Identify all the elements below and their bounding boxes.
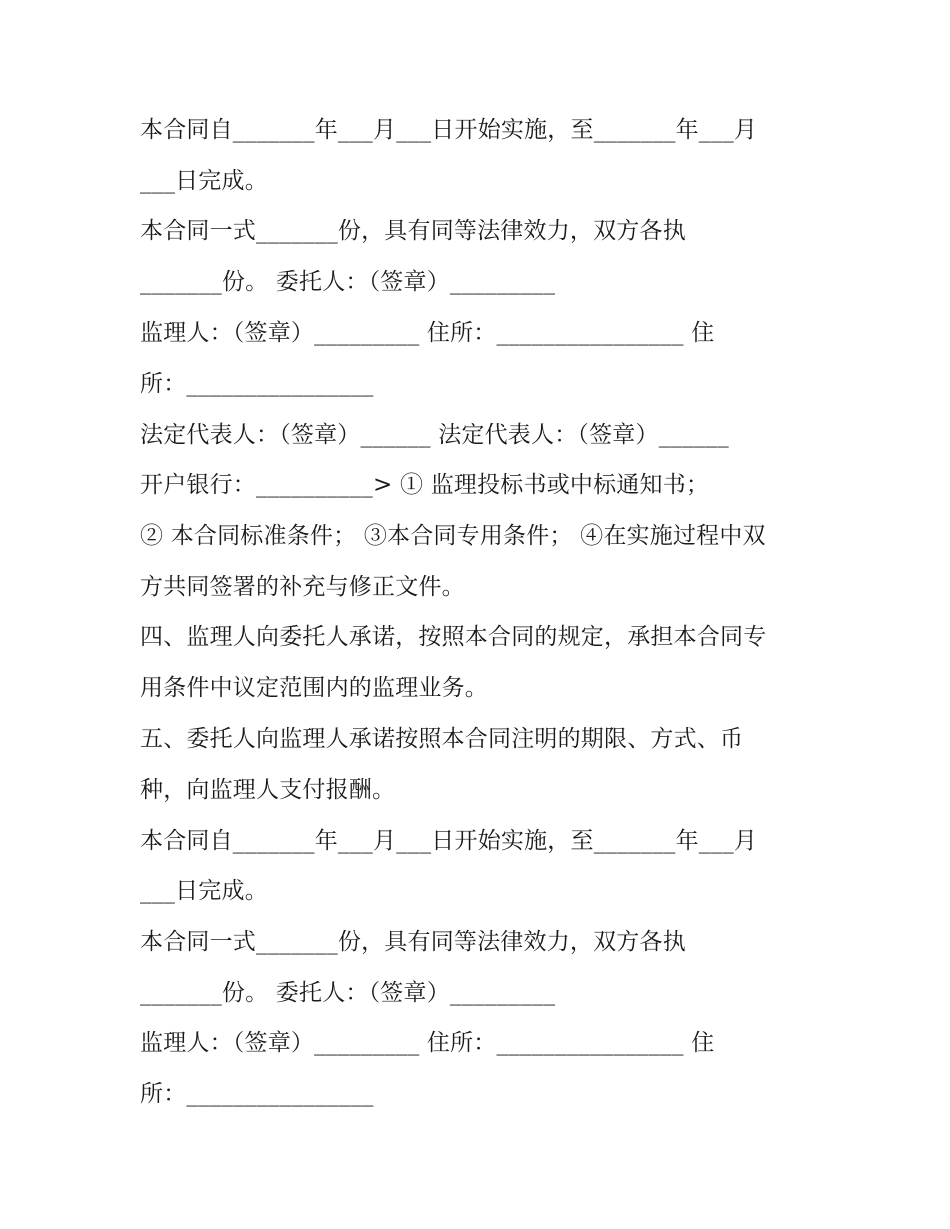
contract-term-line: 本合同自_______年___月___日开始实施，至_______年___月 — [140, 117, 758, 143]
contract-term-line-repeat: 本合同自_______年___月___日开始实施，至_______年___月 — [140, 828, 758, 854]
address-line: 所：________________ — [140, 371, 374, 397]
contract-documents-line-cont: 方共同签署的补充与修正文件。 — [140, 574, 465, 600]
contract-term-line-repeat-cont: ___日完成。 — [140, 878, 268, 904]
legal-representative-line: 法定代表人：（签章）______ 法定代表人：（签章）______ — [140, 422, 729, 448]
clause-five-line: 五、委托人向监理人承诺按照本合同注明的期限、方式、币 — [140, 726, 744, 752]
clause-four-line-cont: 用条件中议定范围内的监理业务。 — [140, 675, 488, 701]
supervisor-address-line: 监理人：（签章）_________ 住所：________________ 住 — [140, 320, 715, 346]
address-line-repeat: 所：________________ — [140, 1081, 374, 1107]
copies-principal-line: _______份。 委托人：（签章）_________ — [140, 269, 556, 295]
bank-account-line: 开户银行：__________> ① 监理投标书或中标通知书； — [140, 472, 710, 498]
contract-term-line-cont: ___日完成。 — [140, 168, 268, 194]
copies-line-repeat: 本合同一式_______份，具有同等法律效力，双方各执 — [140, 929, 686, 955]
contract-documents-line: ② 本合同标准条件； ③本合同专用条件； ④在实施过程中双 — [140, 523, 766, 549]
copies-line: 本合同一式_______份，具有同等法律效力，双方各执 — [140, 218, 686, 244]
copies-principal-line-repeat: _______份。 委托人：（签章）_________ — [140, 980, 556, 1006]
supervisor-address-line-repeat: 监理人：（签章）_________ 住所：________________ 住 — [140, 1030, 715, 1056]
clause-four-line: 四、监理人向委托人承诺，按照本合同的规定，承担本合同专 — [140, 624, 767, 650]
clause-five-line-cont: 种，向监理人支付报酬。 — [140, 777, 396, 803]
